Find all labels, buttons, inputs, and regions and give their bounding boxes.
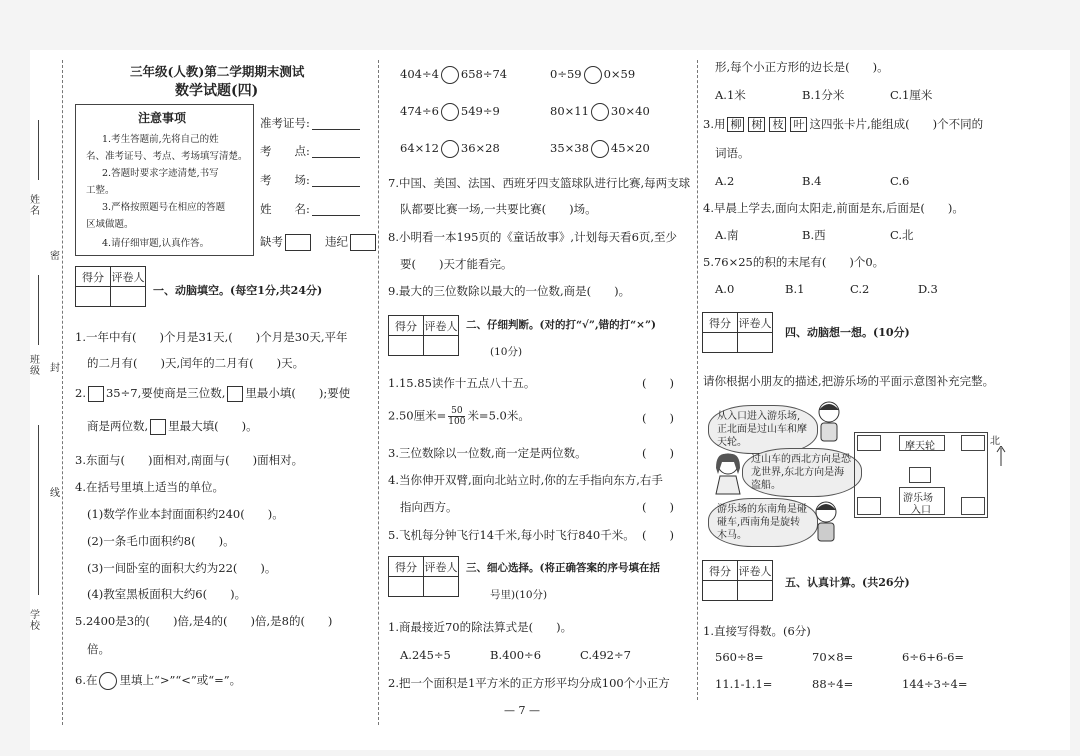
north-label: 北 (990, 436, 1000, 447)
s3-c2-option-b[interactable]: B.1分米 (802, 88, 845, 102)
compare-circle[interactable] (99, 672, 117, 690)
page-number: — 7 — (504, 704, 540, 717)
binding-line (62, 60, 63, 725)
map-cell-ne[interactable] (961, 435, 985, 451)
calc-item[interactable]: 70×8= (812, 650, 854, 664)
map-cell-se[interactable] (961, 497, 985, 515)
grader-cell[interactable] (424, 336, 459, 356)
boy-figure-icon (813, 400, 845, 444)
notice-item: 名、准考证号、考点、考场填写清楚。 (86, 151, 248, 162)
blank-square[interactable] (227, 386, 243, 402)
score-table-4 (702, 312, 773, 353)
margin-school-line (38, 425, 39, 595)
notice-box (75, 104, 254, 256)
s3-c3-option-c[interactable]: C.6 (890, 174, 910, 188)
notice-item: 工整。 (86, 185, 115, 196)
score-table-1 (75, 266, 146, 307)
grader-header: 评卷人 (738, 561, 773, 581)
child-figure-icon (810, 500, 842, 544)
park-map (854, 432, 988, 518)
s3-c5-option-b[interactable]: B.1 (785, 282, 805, 296)
s3-c5: 5.76×25的积的末尾有( )个0。 (703, 255, 885, 269)
map-cell-nw[interactable] (857, 435, 881, 451)
notice-item: 区域做题。 (86, 219, 134, 230)
score-table-5 (702, 560, 773, 601)
s2-j4-paren[interactable]: ( ) (642, 500, 674, 514)
map-label-ferris-wheel: 摩天轮 (905, 441, 935, 452)
section4-desc: 请你根据小朋友的描述,把游乐场的平面示意图补充完整。 (703, 374, 995, 388)
s1-q8-line1: 8.小明看一本195页的《童话故事》,计划每天看6页,至少 (388, 230, 678, 244)
speech-bubble-2: 过山车的西北方向是恐龙世界,东北方向是海盗船。 (742, 448, 862, 497)
seal-feng: 封 (50, 363, 60, 374)
s3-c3-line1: 3.用 柳 树 枝 叶 这四张卡片,能组成( )个不同的 (703, 117, 984, 131)
exam-title-line1: 三年级(人教)第二学期期末测试 (130, 64, 305, 79)
score-header: 得分 (389, 316, 424, 336)
s1-q7-line2: 队都要比赛一场,一共要比赛( )场。 (400, 202, 597, 216)
margin-class-label: 班级 (30, 355, 40, 377)
s3-c5-option-c[interactable]: C.2 (850, 282, 870, 296)
absent-field[interactable] (260, 234, 313, 251)
section2-title: 二、仔细判断。(对的打“√”,错的打“×”) (466, 319, 656, 331)
s3-c4-option-a[interactable]: A.南 (715, 228, 739, 242)
s1-q4: 4.在括号里填上适当的单位。 (75, 480, 224, 494)
s5-q1: 1.直接写得数。(6分) (703, 624, 811, 638)
speech-bubble-3: 游乐场的东南角是碰碰车,西南角是旋转木马。 (708, 498, 818, 547)
s3-c1-option-c[interactable]: C.492÷7 (580, 648, 631, 662)
s3-c3-option-a[interactable]: A.2 (715, 174, 735, 188)
s1-q1-line1: 1.一年中有( )个月是31天,( )个月是30天,平年 (75, 330, 348, 344)
s1-q9: 9.最大的三位数除以最大的一位数,商是( )。 (388, 284, 631, 298)
grader-header: 评卷人 (424, 557, 459, 577)
s3-c4: 4.早晨上学去,面向太阳走,前面是东,后面是( )。 (703, 201, 964, 215)
absent-label: 缺考 (260, 234, 283, 249)
column-divider-1 (378, 60, 379, 725)
grader-cell[interactable] (424, 577, 459, 597)
section5-title: 五、认真计算。(共26分) (785, 576, 910, 589)
score-cell[interactable] (76, 287, 111, 307)
word-card: 柳 (727, 117, 744, 132)
compare-circle[interactable] (591, 103, 609, 121)
calc-item[interactable]: 144÷3÷4= (902, 677, 968, 691)
compare-row-2b: 80×11 30×40 (550, 103, 650, 121)
score-table-3 (388, 556, 459, 597)
grader-cell[interactable] (111, 287, 146, 307)
s1-q4-3: (3)一间卧室的面积大约为22( )。 (87, 561, 277, 575)
score-cell[interactable] (389, 336, 424, 356)
score-cell[interactable] (703, 333, 738, 353)
compare-circle[interactable] (441, 66, 459, 84)
section3-title-line2: 号里)(10分) (490, 589, 548, 601)
s1-q7-line1: 7.中国、美国、法国、西班牙四支篮球队进行比赛,每两支球 (388, 176, 691, 190)
s2-j4-line2: 指向西方。 (400, 500, 458, 514)
s1-q4-4: (4)教室黑板面积大约6( )。 (87, 587, 247, 601)
notice-item: 1.考生答题前,先将自己的姓 (102, 134, 219, 145)
map-label-park: 游乐场 (903, 493, 933, 504)
speech-bubble-1: 从入口进入游乐场,正北面是过山车和摩天轮。 (708, 405, 818, 454)
notice-item: 4.请仔细审题,认真作答。 (102, 238, 210, 249)
exam-number-field[interactable] (260, 116, 360, 130)
margin-school-label: 学校 (30, 610, 40, 632)
violation-label: 违纪 (325, 234, 348, 249)
score-header: 得分 (389, 557, 424, 577)
map-label-entrance: 入口 (911, 505, 931, 516)
blank-square[interactable] (88, 386, 104, 402)
site-field[interactable] (260, 144, 360, 158)
grader-cell[interactable] (738, 333, 773, 353)
margin-class-line (38, 275, 39, 345)
s2-j1-paren[interactable]: ( ) (642, 376, 674, 390)
margin-name-label: 姓名 (30, 195, 40, 217)
word-card: 树 (748, 117, 765, 132)
compare-row-3b: 35×38 45×20 (550, 140, 650, 158)
grader-cell[interactable] (738, 581, 773, 601)
exam-page (30, 50, 1070, 750)
margin-name-line (38, 120, 39, 180)
section3-title: 三、细心选择。(将正确答案的序号填在括 (466, 562, 660, 574)
north-arrow-icon (996, 446, 1006, 466)
s3-c4-option-b[interactable]: B.西 (802, 228, 826, 242)
calc-item[interactable]: 6÷6+6-6= (902, 650, 965, 664)
s2-j1: 1.15.85读作十五点八十五。 (388, 376, 536, 390)
s1-q5-line1: 5.2400是3的( )倍,是4的( )倍,是8的( ) (75, 614, 333, 628)
s1-q2-line1: 2. 35÷7,要使商是三位数, 里最小填( );要使 (75, 386, 351, 400)
compare-circle[interactable] (591, 140, 609, 158)
s3-c3-line2: 词语。 (715, 146, 750, 160)
s3-c3-option-b[interactable]: B.4 (802, 174, 822, 188)
section4-title: 四、动脑想一想。(10分) (785, 326, 910, 339)
s1-q2-line2: 商是两位数, 里最大填( )。 (87, 419, 258, 433)
girl-figure-icon (712, 452, 744, 496)
score-table-2 (388, 315, 459, 356)
s3-c2-line2: 形,每个小正方形的边长是( )。 (715, 60, 889, 74)
word-card: 枝 (769, 117, 786, 132)
score-cell[interactable] (703, 581, 738, 601)
s1-q4-2: (2)一条毛巾面积约8( )。 (87, 534, 235, 548)
map-cell-center[interactable] (909, 467, 931, 483)
notice-item: 2.答题时要求字迹清楚,书写 (102, 168, 219, 179)
compare-circle[interactable] (441, 140, 459, 158)
grader-header: 评卷人 (111, 267, 146, 287)
violation-field[interactable] (325, 234, 378, 251)
s2-j3: 3.三位数除以一位数,商一定是两位数。 (388, 446, 587, 460)
room-field[interactable] (260, 173, 360, 187)
score-header: 得分 (703, 561, 738, 581)
s3-c2-option-c[interactable]: C.1厘米 (890, 88, 933, 102)
score-header: 得分 (703, 313, 738, 333)
compare-row-1b: 0÷59 0×59 (550, 66, 635, 84)
score-header: 得分 (76, 267, 111, 287)
room-label: 考 场: (260, 173, 310, 187)
s2-j5: 5.飞机每分钟飞行14千米,每小时飞行840千米。 (388, 528, 635, 542)
s3-c5-option-d[interactable]: D.3 (918, 282, 938, 296)
name-field[interactable] (260, 202, 360, 216)
s1-q6: 6.在 里填上“>”“<”或“=”。 (75, 672, 241, 690)
s1-q5-line2: 倍。 (87, 642, 110, 656)
seal-mi: 密 (50, 251, 60, 262)
s3-c1-option-a[interactable]: A.245÷5 (400, 648, 451, 662)
s3-c1: 1.商最接近70的除法算式是( )。 (388, 620, 573, 634)
compare-row-3a: 64×12 36×28 (400, 140, 500, 158)
calc-item[interactable]: 88÷4= (812, 677, 854, 691)
word-card: 叶 (790, 117, 807, 132)
s2-j5-paren[interactable]: ( ) (642, 528, 674, 542)
s2-j3-paren[interactable]: ( ) (642, 446, 674, 460)
notice-title: 注意事项 (138, 111, 187, 125)
exam-number-label: 准考证号: (260, 116, 310, 130)
s1-q4-1: (1)数学作业本封面面积约240( )。 (87, 507, 284, 521)
s2-j2-paren[interactable]: ( ) (642, 411, 674, 425)
s1-q1-line2: 的二月有( )天,闰年的二月有( )天。 (87, 356, 305, 370)
grader-header: 评卷人 (738, 313, 773, 333)
s3-c2-line1: 2.把一个面积是1平方米的正方形平均分成100个小正方 (388, 676, 670, 690)
section2-subtitle: (10分) (490, 346, 523, 358)
exam-title-line2: 数学试题(四) (175, 83, 259, 99)
compare-circle[interactable] (441, 103, 459, 121)
name-label: 姓 名: (260, 202, 310, 216)
s1-q3: 3.东面与( )面相对,南面与( )面相对。 (75, 453, 304, 467)
column-divider-2 (697, 60, 698, 700)
map-cell-sw[interactable] (857, 497, 881, 515)
s2-j2: 2.50厘米= $\frac{50}{100}$ 米=5.0米。 (388, 406, 530, 427)
grader-header: 评卷人 (424, 316, 459, 336)
s3-c2-option-a[interactable]: A.1米 (715, 88, 746, 102)
compare-row-2a: 474÷6 549÷9 (400, 103, 500, 121)
seal-xian: 线 (50, 488, 60, 499)
s3-c5-option-a[interactable]: A.0 (715, 282, 735, 296)
s3-c4-option-c[interactable]: C.北 (890, 228, 914, 242)
blank-square[interactable] (150, 419, 166, 435)
compare-circle[interactable] (584, 66, 602, 84)
notice-item: 3.严格按照题号在相应的答题 (102, 202, 226, 213)
site-label: 考 点: (260, 144, 310, 158)
s1-q8-line2: 要( )天才能看完。 (400, 257, 513, 271)
section1-title: 一、动脑填空。(每空1分,共24分) (153, 284, 323, 297)
calc-item[interactable]: 11.1-1.1= (715, 677, 773, 691)
score-cell[interactable] (389, 577, 424, 597)
calc-item[interactable]: 560÷8= (715, 650, 764, 664)
s3-c1-option-b[interactable]: B.400÷6 (490, 648, 542, 662)
compare-row-1a: 404÷4 658÷74 (400, 66, 507, 84)
s2-j4-line1: 4.当你伸开双臂,面向北站立时,你的左手指向东方,右手 (388, 473, 663, 487)
